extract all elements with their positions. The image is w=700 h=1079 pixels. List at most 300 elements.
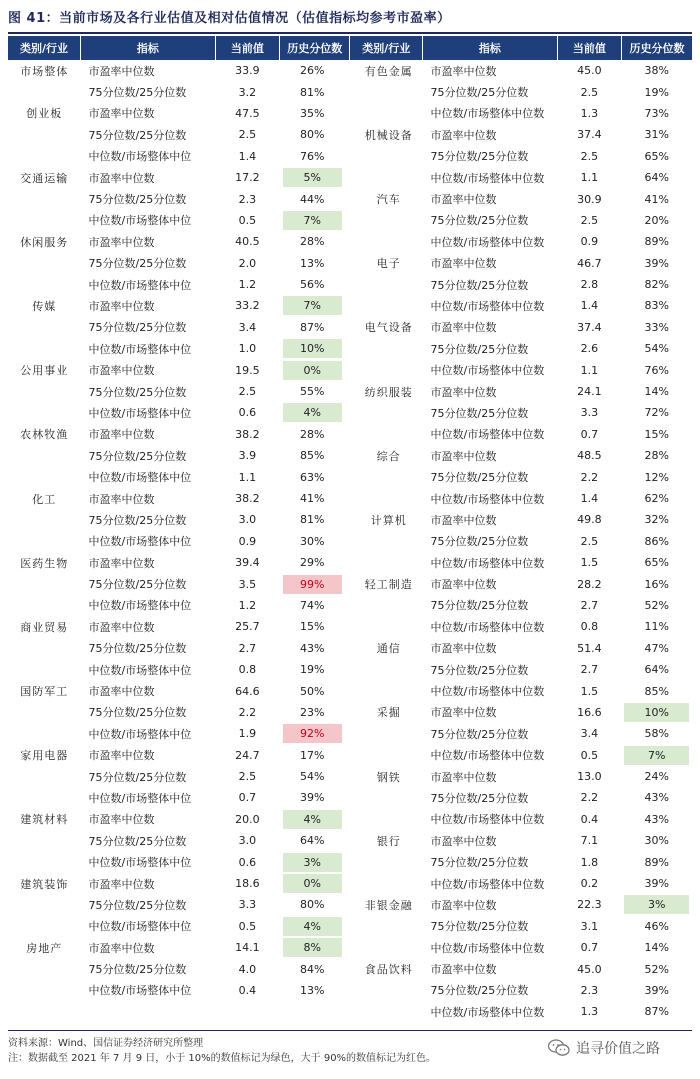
right-current-value-cell: 2.2 <box>580 470 599 484</box>
right-percentile-cell <box>621 937 692 958</box>
right-indicator-cell: 市盈率中位数 <box>430 128 497 142</box>
left-indicator-cell: 75分位数/25分位数 <box>88 578 187 592</box>
right-category-cell: 银行 <box>376 834 401 848</box>
table-row <box>8 659 692 680</box>
right-percentile-value: 43% <box>644 812 669 826</box>
right-percentile-cell <box>621 167 692 188</box>
right-category-cell: 通信 <box>376 642 401 656</box>
left-current-value-cell: 1.2 <box>238 278 257 292</box>
table-row <box>8 124 692 145</box>
right-indicator-cell: 75分位数/25分位数 <box>430 342 529 356</box>
left-percentile-cell <box>280 60 350 81</box>
left-category-cell: 商业贸易 <box>20 620 69 634</box>
right-category-cell <box>350 916 423 937</box>
left-percentile-value: 19% <box>300 663 325 677</box>
left-indicator-cell: 中位数/市场整体中位 <box>88 856 192 870</box>
right-percentile-cell <box>621 253 692 274</box>
table-row <box>8 616 692 637</box>
right-indicator-cell: 75分位数/25分位数 <box>430 150 529 164</box>
left-category-cell <box>8 702 81 723</box>
right-category-cell <box>350 745 423 766</box>
right-current-value-cell: 1.5 <box>580 556 599 570</box>
right-category-cell <box>350 723 423 744</box>
left-percentile-value: 3% <box>283 853 342 872</box>
left-percentile-value: 23% <box>300 705 325 719</box>
table-row <box>8 787 692 808</box>
right-percentile-value: 65% <box>644 556 669 570</box>
right-percentile-value: 87% <box>644 1005 669 1019</box>
left-current-value-cell: 33.9 <box>235 64 260 78</box>
right-category-cell <box>350 809 423 830</box>
right-indicator-cell: 市盈率中位数 <box>430 578 497 592</box>
table-row <box>8 359 692 380</box>
right-indicator-cell: 市盈率中位数 <box>430 642 497 656</box>
table-row <box>8 253 692 274</box>
left-current-value-cell: 1.2 <box>238 598 257 612</box>
right-indicator-cell: 中位数/市场整体中位数 <box>430 749 545 763</box>
left-indicator-cell: 中位数/市场整体中位 <box>88 791 192 805</box>
table-row <box>8 295 692 316</box>
left-category-cell <box>8 723 81 744</box>
right-percentile-cell <box>621 873 692 894</box>
left-current-value-cell: 40.5 <box>235 235 260 249</box>
title-divider <box>8 32 692 34</box>
left-category-cell <box>8 381 81 402</box>
left-percentile-value: 54% <box>300 770 325 784</box>
right-current-value-cell: 30.9 <box>577 192 602 206</box>
right-percentile-cell <box>621 894 692 915</box>
left-category-cell: 休闲服务 <box>20 235 69 249</box>
right-percentile-value: 73% <box>644 106 669 120</box>
right-percentile-value: 89% <box>644 235 669 249</box>
right-current-value-cell: 0.9 <box>580 235 599 249</box>
right-indicator-cell: 市盈率中位数 <box>430 321 497 335</box>
left-category-cell: 建筑材料 <box>20 813 69 827</box>
left-percentile-value: 29% <box>300 556 325 570</box>
left-percentile-value: 85% <box>300 449 325 463</box>
left-current-value-cell: 2.2 <box>238 705 257 719</box>
right-current-value-cell: 0.8 <box>580 620 599 634</box>
right-current-value-cell: 28.2 <box>577 577 602 591</box>
right-percentile-value: 64% <box>644 663 669 677</box>
footnote: 注：数据截至 2021 年 7 月 9 日，小于 10%的数值标记为绿色，大于 90%的数值标记为红色。 <box>8 1053 437 1064</box>
left-percentile-value: 50% <box>300 684 325 698</box>
right-category-cell <box>350 466 423 487</box>
right-current-value-cell: 1.4 <box>580 299 599 313</box>
right-category-cell <box>350 295 423 316</box>
left-indicator-cell: 75分位数/25分位数 <box>88 834 187 848</box>
right-category-cell <box>350 659 423 680</box>
right-current-value-cell: 37.4 <box>577 320 602 334</box>
left-percentile-value: 35% <box>300 106 325 120</box>
left-category-cell <box>8 274 81 295</box>
right-indicator-cell: 中位数/市场整体中位数 <box>430 556 545 570</box>
right-indicator-cell: 市盈率中位数 <box>430 834 497 848</box>
right-percentile-cell <box>621 1001 692 1022</box>
left-percentile-cell <box>280 680 350 701</box>
right-percentile-cell <box>621 359 692 380</box>
left-category-cell <box>8 188 81 209</box>
table-row <box>8 595 692 616</box>
right-indicator-cell: 中位数/市场整体中位数 <box>430 299 545 313</box>
right-percentile-value: 30% <box>644 834 669 848</box>
right-current-value-cell: 22.3 <box>577 898 602 912</box>
left-current-value-cell: 24.7 <box>235 748 260 762</box>
right-indicator-cell: 市盈率中位数 <box>430 770 497 784</box>
left-current-value-cell: 3.0 <box>238 834 257 848</box>
left-percentile-cell <box>280 723 350 744</box>
left-category-cell: 创业板 <box>26 107 63 121</box>
table-row <box>8 1001 692 1022</box>
right-percentile-cell <box>621 638 692 659</box>
right-indicator-cell: 市盈率中位数 <box>430 963 497 977</box>
left-percentile-cell <box>280 1001 350 1022</box>
left-current-value-cell: 64.6 <box>235 684 260 698</box>
table-row <box>8 60 692 81</box>
right-percentile-value: 52% <box>644 962 669 976</box>
right-percentile-value: 43% <box>644 791 669 805</box>
left-current-value-cell <box>215 1001 279 1022</box>
header-category-left: 类别/行业 <box>8 36 81 60</box>
left-current-value-cell: 0.7 <box>238 791 257 805</box>
left-current-value-cell: 3.2 <box>238 85 257 99</box>
left-current-value-cell: 33.2 <box>235 299 260 313</box>
right-percentile-value: 54% <box>644 342 669 356</box>
table-row <box>8 210 692 231</box>
table-row <box>8 702 692 723</box>
left-category-cell <box>8 958 81 979</box>
right-percentile-cell <box>621 851 692 872</box>
left-percentile-cell <box>280 787 350 808</box>
left-category-cell <box>8 766 81 787</box>
left-indicator-cell: 市盈率中位数 <box>88 813 155 827</box>
left-current-value-cell: 1.0 <box>238 342 257 356</box>
right-indicator-cell: 中位数/市场整体中位数 <box>430 620 545 634</box>
left-current-value-cell: 1.4 <box>238 149 257 163</box>
right-percentile-cell <box>621 916 692 937</box>
right-current-value-cell: 45.0 <box>577 64 602 78</box>
right-indicator-cell: 中位数/市场整体中位数 <box>430 492 545 506</box>
table-row <box>8 81 692 102</box>
right-percentile-cell <box>621 338 692 359</box>
right-category-cell: 纺织服装 <box>364 385 413 399</box>
right-indicator-cell: 市盈率中位数 <box>430 257 497 271</box>
right-category-cell: 轻工制造 <box>364 578 413 592</box>
right-percentile-cell <box>621 702 692 723</box>
left-indicator-cell: 市盈率中位数 <box>88 171 155 185</box>
left-indicator-cell: 75分位数/25分位数 <box>88 898 187 912</box>
right-indicator-cell: 75分位数/25分位数 <box>430 471 529 485</box>
left-percentile-value: 92% <box>283 724 342 743</box>
left-indicator-cell: 中位数/市场整体中位 <box>88 535 192 549</box>
right-category-cell <box>350 274 423 295</box>
left-category-cell <box>8 146 81 167</box>
left-percentile-value: 28% <box>300 427 325 441</box>
left-category-cell: 化工 <box>32 492 57 506</box>
watermark <box>548 1038 660 1058</box>
left-percentile-cell <box>280 188 350 209</box>
right-percentile-cell <box>621 809 692 830</box>
right-category-cell <box>350 424 423 445</box>
right-category-cell <box>350 402 423 423</box>
table-row <box>8 231 692 252</box>
left-current-value-cell: 2.3 <box>238 192 257 206</box>
left-indicator-cell: 市盈率中位数 <box>88 877 155 891</box>
right-category-cell <box>350 338 423 359</box>
left-current-value-cell: 3.5 <box>238 577 257 591</box>
right-current-value-cell: 16.6 <box>577 705 602 719</box>
left-current-value-cell: 14.1 <box>235 941 260 955</box>
right-current-value-cell: 0.5 <box>580 748 599 762</box>
left-percentile-value: 43% <box>300 641 325 655</box>
left-percentile-cell <box>280 509 350 530</box>
table-row <box>8 894 692 915</box>
right-indicator-cell: 市盈率中位数 <box>430 193 497 207</box>
right-current-value-cell: 37.4 <box>577 128 602 142</box>
left-indicator-cell: 市盈率中位数 <box>88 749 155 763</box>
right-percentile-value: 76% <box>644 363 669 377</box>
right-percentile-value: 39% <box>644 983 669 997</box>
right-percentile-cell <box>621 402 692 423</box>
table-row <box>8 937 692 958</box>
left-percentile-cell <box>280 980 350 1001</box>
right-percentile-cell <box>621 60 692 81</box>
right-current-value-cell: 2.7 <box>580 598 599 612</box>
left-category-cell <box>8 980 81 1001</box>
right-percentile-value: 89% <box>644 855 669 869</box>
right-percentile-value: 15% <box>644 427 669 441</box>
right-indicator-cell: 中位数/市场整体中位数 <box>430 364 545 378</box>
right-category-cell: 综合 <box>376 449 401 463</box>
header-current-right: 当前值 <box>557 36 621 60</box>
table-row <box>8 766 692 787</box>
left-percentile-cell <box>280 851 350 872</box>
right-percentile-value: 28% <box>644 449 669 463</box>
right-percentile-cell <box>621 766 692 787</box>
right-current-value-cell: 24.1 <box>577 385 602 399</box>
left-current-value-cell: 18.6 <box>235 877 260 891</box>
header-indicator-right: 指标 <box>423 36 558 60</box>
left-percentile-value: 55% <box>300 385 325 399</box>
left-percentile-value: 5% <box>283 168 342 187</box>
right-category-cell: 汽车 <box>376 193 401 207</box>
left-indicator-cell: 中位数/市场整体中位 <box>88 984 192 998</box>
right-indicator-cell: 75分位数/25分位数 <box>430 856 529 870</box>
left-indicator-cell: 市盈率中位数 <box>88 107 155 121</box>
right-current-value-cell: 0.7 <box>580 427 599 441</box>
right-percentile-value: 38% <box>644 64 669 78</box>
right-percentile-cell <box>621 616 692 637</box>
left-category-cell: 公用事业 <box>20 364 69 378</box>
right-current-value-cell: 1.1 <box>580 171 599 185</box>
left-indicator-cell: 75分位数/25分位数 <box>88 321 187 335</box>
left-current-value-cell: 0.5 <box>238 919 257 933</box>
right-indicator-cell: 市盈率中位数 <box>430 513 497 527</box>
left-percentile-value: 80% <box>300 128 325 142</box>
right-category-cell: 计算机 <box>370 513 407 527</box>
left-current-value-cell: 1.1 <box>238 470 257 484</box>
left-percentile-cell <box>280 766 350 787</box>
right-percentile-cell <box>621 317 692 338</box>
right-current-value-cell: 48.5 <box>577 449 602 463</box>
right-indicator-cell: 75分位数/25分位数 <box>430 278 529 292</box>
right-category-cell <box>350 552 423 573</box>
left-indicator-cell: 市盈率中位数 <box>88 428 155 442</box>
left-indicator-cell: 中位数/市场整体中位 <box>88 727 192 741</box>
right-current-value-cell: 2.5 <box>580 85 599 99</box>
right-indicator-cell: 75分位数/25分位数 <box>430 535 529 549</box>
right-percentile-cell <box>621 958 692 979</box>
left-current-value-cell: 38.2 <box>235 427 260 441</box>
right-current-value-cell: 2.7 <box>580 663 599 677</box>
left-percentile-value: 74% <box>300 598 325 612</box>
wechat-icon <box>548 1039 570 1057</box>
right-current-value-cell: 1.1 <box>580 363 599 377</box>
left-category-cell: 国防军工 <box>20 685 69 699</box>
right-category-cell: 有色金属 <box>364 64 413 78</box>
right-category-cell <box>350 980 423 1001</box>
left-percentile-cell <box>280 146 350 167</box>
left-category-cell <box>8 338 81 359</box>
table-row <box>8 402 692 423</box>
left-category-cell <box>8 659 81 680</box>
left-indicator-cell: 75分位数/25分位数 <box>88 642 187 656</box>
left-percentile-cell <box>280 402 350 423</box>
right-current-value-cell: 3.1 <box>580 919 599 933</box>
table-row <box>8 424 692 445</box>
left-indicator-cell: 市盈率中位数 <box>88 556 155 570</box>
table-row <box>8 680 692 701</box>
left-indicator-cell: 中位数/市场整体中位 <box>88 406 192 420</box>
right-category-cell: 非银金融 <box>364 898 413 912</box>
table-row <box>8 466 692 487</box>
left-category-cell <box>8 124 81 145</box>
right-indicator-cell: 75分位数/25分位数 <box>430 984 529 998</box>
header-percentile-left: 历史分位数 <box>280 36 350 60</box>
left-percentile-cell <box>280 894 350 915</box>
left-indicator-cell: 75分位数/25分位数 <box>88 128 187 142</box>
right-category-cell <box>350 851 423 872</box>
left-percentile-value <box>283 1002 342 1021</box>
left-category-cell <box>8 851 81 872</box>
right-category-cell <box>350 616 423 637</box>
right-percentile-value: 20% <box>644 213 669 227</box>
left-percentile-cell <box>280 573 350 594</box>
right-category-cell: 食品饮料 <box>364 963 413 977</box>
left-percentile-cell <box>280 317 350 338</box>
right-percentile-cell <box>621 723 692 744</box>
left-current-value-cell: 2.7 <box>238 641 257 655</box>
right-percentile-value: 62% <box>644 492 669 505</box>
header-indicator-left: 指标 <box>81 36 216 60</box>
left-category-cell <box>8 509 81 530</box>
left-category-cell <box>8 638 81 659</box>
left-percentile-cell <box>280 830 350 851</box>
left-percentile-cell <box>280 424 350 445</box>
right-category-cell <box>350 146 423 167</box>
left-percentile-value: 63% <box>300 470 325 484</box>
left-indicator-cell: 中位数/市场整体中位 <box>88 150 192 164</box>
right-percentile-value: 85% <box>644 684 669 698</box>
right-percentile-cell <box>621 424 692 445</box>
left-category-cell <box>8 595 81 616</box>
left-category-cell <box>8 253 81 274</box>
right-percentile-value: 10% <box>624 703 689 722</box>
table-row <box>8 274 692 295</box>
right-indicator-cell: 75分位数/25分位数 <box>430 791 529 805</box>
left-indicator-cell: 市盈率中位数 <box>88 492 155 506</box>
left-percentile-value: 99% <box>283 575 342 594</box>
left-percentile-cell <box>280 466 350 487</box>
left-current-value-cell: 0.6 <box>238 406 257 420</box>
right-indicator-cell: 中位数/市场整体中位数 <box>430 235 545 249</box>
left-percentile-cell <box>280 745 350 766</box>
left-current-value-cell: 4.0 <box>238 962 257 976</box>
left-percentile-value: 15% <box>300 620 325 634</box>
right-percentile-value: 58% <box>644 727 669 741</box>
left-current-value-cell: 2.5 <box>238 128 257 142</box>
header-category-right: 类别/行业 <box>350 36 423 60</box>
right-percentile-value: 86% <box>644 534 669 548</box>
left-current-value-cell: 39.4 <box>235 556 260 570</box>
left-percentile-value: 87% <box>300 320 325 334</box>
right-percentile-value: 7% <box>624 746 689 765</box>
left-percentile-value: 64% <box>300 834 325 848</box>
right-current-value-cell: 51.4 <box>577 641 602 655</box>
left-category-cell <box>8 916 81 937</box>
right-current-value-cell: 0.2 <box>580 877 599 891</box>
right-category-cell: 钢铁 <box>376 770 401 784</box>
left-percentile-cell <box>280 873 350 894</box>
right-percentile-value: 52% <box>644 598 669 612</box>
right-indicator-cell: 75分位数/25分位数 <box>430 727 529 741</box>
right-percentile-cell <box>621 980 692 1001</box>
left-indicator-cell: 75分位数/25分位数 <box>88 770 187 784</box>
left-percentile-cell <box>280 231 350 252</box>
table-row <box>8 509 692 530</box>
table-row <box>8 531 692 552</box>
right-indicator-cell: 75分位数/25分位数 <box>430 599 529 613</box>
table-row <box>8 552 692 573</box>
right-percentile-cell <box>621 488 692 509</box>
left-percentile-cell <box>280 595 350 616</box>
left-percentile-value: 56% <box>300 278 325 292</box>
right-percentile-cell <box>621 103 692 124</box>
left-percentile-value: 30% <box>300 534 325 548</box>
left-percentile-value: 80% <box>300 898 325 912</box>
right-percentile-cell <box>621 531 692 552</box>
table-row <box>8 745 692 766</box>
left-percentile-cell <box>280 103 350 124</box>
left-indicator-cell: 中位数/市场整体中位 <box>88 214 192 228</box>
right-indicator-cell: 市盈率中位数 <box>430 64 497 78</box>
right-percentile-cell <box>621 745 692 766</box>
left-indicator-cell: 中位数/市场整体中位 <box>88 278 192 292</box>
left-category-cell <box>8 445 81 466</box>
right-indicator-cell: 中位数/市场整体中位数 <box>430 428 545 442</box>
left-percentile-value: 17% <box>300 748 325 762</box>
right-category-cell <box>350 937 423 958</box>
watermark-text: 追寻价值之路 <box>576 1041 660 1057</box>
right-percentile-value: 46% <box>644 919 669 933</box>
left-percentile-value: 26% <box>300 64 325 78</box>
left-percentile-cell <box>280 488 350 509</box>
table-row <box>8 980 692 1001</box>
table-row <box>8 488 692 509</box>
right-indicator-cell: 中位数/市场整体中位数 <box>430 685 545 699</box>
left-indicator-cell: 中位数/市场整体中位 <box>88 599 192 613</box>
table-row <box>8 381 692 402</box>
